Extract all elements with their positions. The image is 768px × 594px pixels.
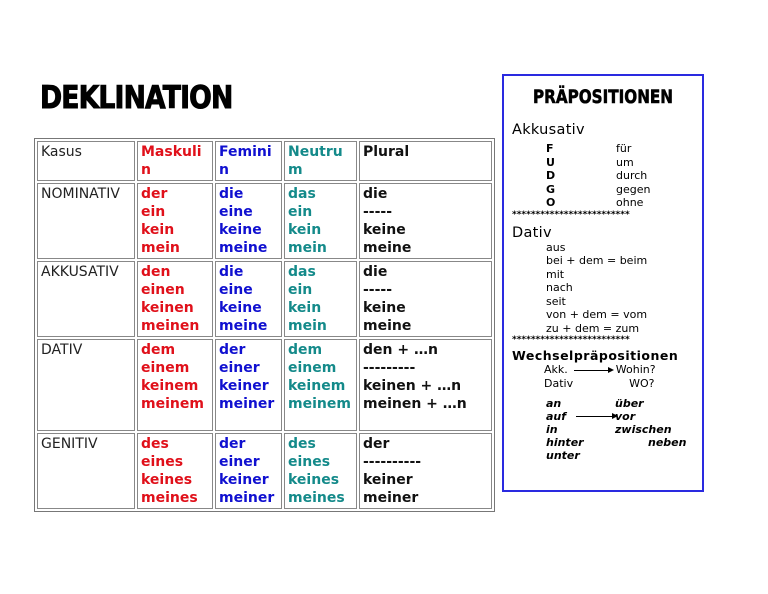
- form: einem: [288, 360, 337, 376]
- form: keiner: [219, 472, 269, 488]
- dativ-wo-row: [512, 377, 694, 391]
- form: die: [219, 264, 244, 280]
- form: die: [219, 186, 244, 202]
- maskulin-cell: [137, 183, 213, 259]
- neutrum-cell: [284, 339, 357, 431]
- acronym-letter: F: [546, 142, 554, 155]
- form: eines: [288, 454, 331, 470]
- header-neutrum: Neutrum: [284, 141, 357, 181]
- feminin-cell: [215, 339, 282, 431]
- form: mein: [141, 240, 180, 256]
- header-feminin: Feminin: [215, 141, 282, 181]
- form: die: [363, 264, 388, 280]
- declension-table: [34, 138, 495, 512]
- form: keinen: [141, 300, 194, 316]
- form: ---------: [363, 360, 416, 376]
- maskulin-cell: [137, 339, 213, 431]
- akkusativ-list: [512, 142, 694, 210]
- list-item: [512, 156, 694, 170]
- plural-cell: [359, 261, 492, 337]
- form: eine: [219, 282, 253, 298]
- acronym-letter: O: [546, 196, 556, 209]
- form: meine: [219, 318, 268, 334]
- list-item: bei + dem = beim: [546, 254, 648, 267]
- table-row: [37, 261, 492, 337]
- list-item: zu + dem = zum: [546, 321, 640, 335]
- preposition: an: [546, 397, 562, 410]
- form: kein: [288, 300, 322, 316]
- form: keinen + …n: [363, 378, 462, 394]
- form: keiner: [219, 378, 269, 394]
- dativ-heading: Dativ: [512, 224, 552, 241]
- preposition: ohne: [616, 196, 644, 209]
- divider-stars: *************************: [512, 209, 630, 220]
- form: ein: [141, 204, 166, 220]
- header-kasus: Kasus: [37, 141, 135, 181]
- preposition: neben: [648, 436, 687, 449]
- dativ-list: [512, 241, 694, 336]
- feminin-cell: [215, 261, 282, 337]
- prepositions-title: PRÄPOSITIONEN: [532, 86, 674, 108]
- form: des: [141, 436, 169, 452]
- wo-label: WO?: [629, 377, 655, 390]
- list-item: seit: [546, 294, 566, 308]
- arrow-right-icon: [576, 416, 614, 417]
- form: meines: [141, 490, 198, 506]
- maskulin-cell: [137, 261, 213, 337]
- list-item: [512, 183, 694, 197]
- preposition: um: [616, 155, 634, 169]
- form: einem: [141, 360, 190, 376]
- form: mein: [288, 318, 327, 334]
- page-title: DEKLINATION: [40, 80, 233, 116]
- form: dem: [141, 342, 176, 358]
- wechsel-words: [512, 397, 694, 467]
- form: ein: [288, 282, 313, 298]
- akkusativ-heading: Akkusativ: [512, 122, 585, 138]
- form: einer: [219, 454, 260, 470]
- preposition: für: [616, 142, 632, 155]
- maskulin-cell: [137, 433, 213, 509]
- form: das: [288, 264, 316, 280]
- form: des: [288, 436, 316, 452]
- kasus-cell: AKKUSATIV: [37, 261, 135, 337]
- preposition: über: [615, 397, 644, 410]
- kasus-cell: DATIV: [37, 339, 135, 431]
- dativ-label: Dativ: [544, 377, 574, 390]
- form: das: [288, 186, 316, 202]
- form: den: [141, 264, 171, 280]
- form: der: [363, 436, 390, 452]
- acronym-letter: G: [546, 182, 556, 196]
- form: keine: [363, 300, 406, 316]
- form: keiner: [363, 472, 413, 488]
- feminin-cell: [215, 183, 282, 259]
- list-item: [512, 142, 694, 156]
- form: kein: [141, 222, 175, 238]
- preposition: vor: [615, 410, 636, 423]
- form: dem: [288, 342, 323, 358]
- form: meinen: [141, 318, 200, 334]
- list-item: nach: [546, 281, 573, 294]
- form: keines: [141, 472, 193, 488]
- form: keine: [219, 222, 262, 238]
- form: ein: [288, 204, 313, 220]
- table-row: [37, 339, 492, 431]
- form: keine: [219, 300, 262, 316]
- form: kein: [288, 222, 322, 238]
- form: der: [219, 436, 246, 452]
- preposition: auf: [546, 410, 567, 423]
- list-item: mit: [546, 267, 565, 281]
- form: keinem: [288, 378, 346, 394]
- form: meinem: [141, 396, 204, 412]
- form: die: [363, 186, 388, 202]
- form: meiner: [219, 490, 275, 506]
- header-maskulin: Maskulin: [137, 141, 213, 181]
- feminin-cell: [215, 433, 282, 509]
- preposition: gegen: [616, 182, 651, 196]
- kasus-cell: GENITIV: [37, 433, 135, 509]
- form: -----: [363, 204, 393, 220]
- preposition: zwischen: [615, 423, 672, 436]
- table-header-row: [37, 141, 492, 181]
- form: -----: [363, 282, 393, 298]
- form: eine: [219, 204, 253, 220]
- plural-cell: [359, 339, 492, 431]
- form: meiner: [363, 490, 419, 506]
- wohin-label: Wohin?: [615, 363, 656, 376]
- divider-stars: *************************: [512, 335, 630, 345]
- akk-wohin-row: [512, 363, 694, 377]
- preposition: in: [546, 423, 558, 436]
- form: meine: [363, 240, 412, 256]
- form: meiner: [219, 396, 275, 412]
- header-plural: Plural: [359, 141, 492, 181]
- form: ----------: [363, 454, 422, 470]
- neutrum-cell: [284, 433, 357, 509]
- list-item: [512, 169, 694, 183]
- form: einer: [219, 360, 260, 376]
- kasus-cell: NOMINATIV: [37, 183, 135, 259]
- preposition: hinter: [546, 436, 584, 449]
- form: der: [219, 342, 246, 358]
- list-item: aus: [546, 240, 566, 254]
- form: meines: [288, 490, 345, 506]
- preposition: durch: [616, 169, 648, 182]
- akk-label: Akk.: [544, 363, 568, 376]
- preposition: unter: [546, 449, 580, 462]
- form: einen: [141, 282, 185, 298]
- plural-cell: [359, 433, 492, 509]
- wechsel-heading: Wechselpräpositionen: [512, 348, 679, 363]
- list-item: [512, 196, 694, 210]
- form: meine: [219, 240, 268, 256]
- list-item: von + dem = vom: [546, 308, 648, 321]
- prepositions-box: [502, 74, 704, 492]
- form: der: [141, 186, 168, 202]
- form: keinem: [141, 378, 199, 394]
- table-row: [37, 433, 492, 509]
- plural-cell: [359, 183, 492, 259]
- arrow-right-icon: [574, 370, 612, 371]
- neutrum-cell: [284, 183, 357, 259]
- form: mein: [288, 240, 327, 256]
- acronym-letter: U: [546, 155, 555, 169]
- form: keine: [363, 222, 406, 238]
- neutrum-cell: [284, 261, 357, 337]
- form: eines: [141, 454, 184, 470]
- form: meine: [363, 318, 412, 334]
- form: den + …n: [363, 342, 438, 358]
- acronym-letter: D: [546, 169, 556, 182]
- form: meinem: [288, 396, 351, 412]
- table-row: [37, 183, 492, 259]
- form: keines: [288, 472, 340, 488]
- form: meinen + …n: [363, 396, 467, 412]
